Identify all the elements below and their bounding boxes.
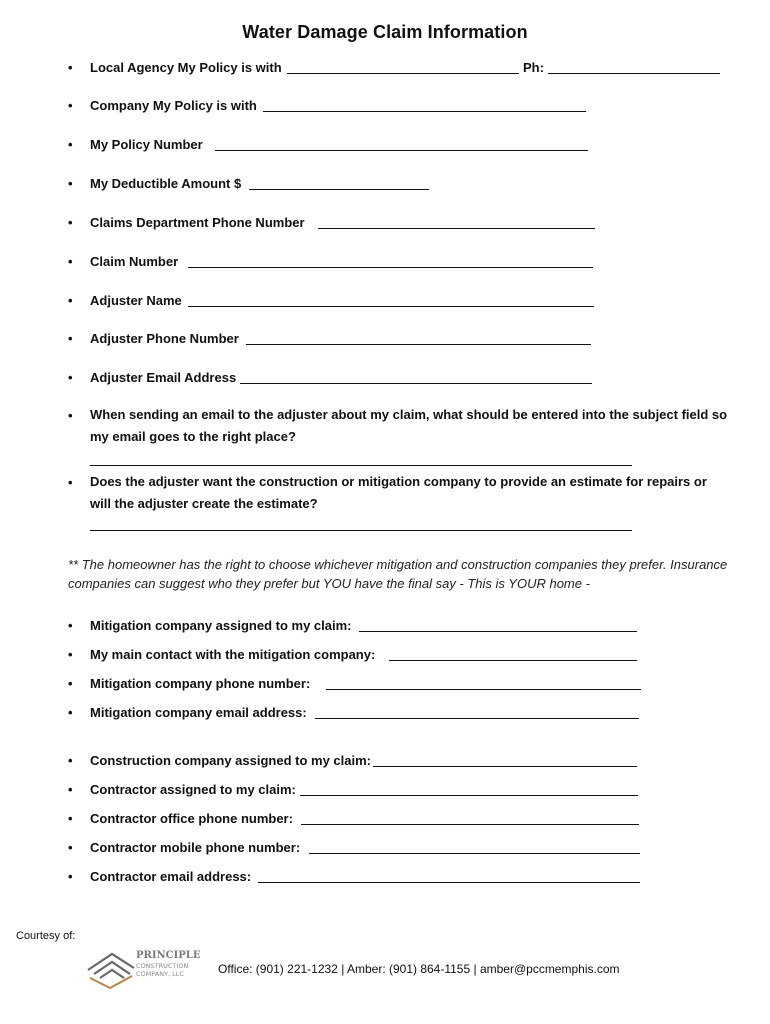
adjuster-name-label: Adjuster Name: [90, 293, 182, 308]
local-agency-label: Local Agency My Policy is with: [90, 60, 282, 75]
bullet: •: [68, 869, 73, 884]
bullet: •: [68, 293, 73, 308]
construction-company-field[interactable]: [373, 766, 637, 767]
bullet: •: [68, 370, 73, 385]
bullet: •: [68, 705, 73, 720]
footer-contact: Office: (901) 221-1232 | Amber: (901) 864-1155 | amber@pccmemphis.com: [218, 962, 620, 976]
deductible-field[interactable]: [249, 189, 429, 190]
policy-number-field[interactable]: [215, 150, 588, 151]
email-subject-question: When sending an email to the adjuster about my claim, what should be entered into the subject field so my email goes to the right place?: [90, 407, 728, 444]
mitigation-company-field[interactable]: [359, 631, 637, 632]
bullet: •: [68, 618, 73, 633]
claim-number-label: Claim Number: [90, 254, 179, 269]
bullet: •: [68, 137, 73, 152]
bullet: •: [68, 98, 73, 113]
homeowner-note: ** The homeowner has the right to choose whichever mitigation and construction companies they prefer. Insurance companies can suggest who they prefer but YOU have the final say - This is YOUR home -: [68, 557, 728, 591]
page-title: Water Damage Claim Information: [242, 22, 528, 42]
company-policy-label: Company My Policy is with: [90, 98, 257, 113]
mitigation-phone-label: Mitigation company phone number:: [90, 676, 311, 691]
bullet: •: [68, 254, 73, 269]
construction-company-label: Construction company assigned to my claim:: [90, 753, 371, 768]
svg-text:COMPANY, LLC: COMPANY, LLC: [136, 970, 184, 978]
bullet: •: [68, 647, 73, 662]
company-policy-field[interactable]: [263, 111, 586, 112]
mitigation-email-label: Mitigation company email address:: [90, 705, 307, 720]
bullet: •: [68, 811, 73, 826]
courtesy-label: Courtesy of:: [16, 930, 76, 942]
contractor-office-phone-label: Contractor office phone number:: [90, 811, 293, 826]
adjuster-phone-field[interactable]: [246, 344, 591, 345]
adjuster-phone-label: Adjuster Phone Number: [90, 331, 239, 346]
svg-text:PRINCIPLE: PRINCIPLE: [136, 950, 201, 961]
adjuster-name-field[interactable]: [188, 306, 594, 307]
bullet: •: [68, 408, 73, 423]
contractor-office-phone-field[interactable]: [301, 824, 639, 825]
estimate-question: Does the adjuster want the construction or mitigation company to provide an estimate for repairs or will the adjuster create the estimate?: [90, 474, 707, 511]
contractor-label: Contractor assigned to my claim:: [90, 782, 296, 797]
local-agency-phone-field[interactable]: [548, 73, 720, 74]
principle-construction-logo: [86, 942, 206, 990]
bullet: •: [68, 60, 73, 75]
adjuster-email-field[interactable]: [240, 383, 592, 384]
mitigation-phone-field[interactable]: [326, 689, 641, 690]
bullet: •: [68, 676, 73, 691]
deductible-label: My Deductible Amount $: [90, 176, 242, 191]
bullet: •: [68, 215, 73, 230]
estimate-field[interactable]: [90, 530, 632, 531]
claims-phone-label: Claims Department Phone Number: [90, 215, 305, 230]
email-subject-field[interactable]: [90, 465, 632, 466]
svg-text:CONSTRUCTION: CONSTRUCTION: [136, 962, 189, 970]
bullet: •: [68, 782, 73, 797]
policy-number-label: My Policy Number: [90, 137, 203, 152]
mitigation-company-label: Mitigation company assigned to my claim:: [90, 618, 352, 633]
mitigation-contact-label: My main contact with the mitigation company:: [90, 647, 376, 662]
bullet: •: [68, 475, 73, 490]
bullet: •: [68, 840, 73, 855]
mitigation-contact-field[interactable]: [389, 660, 637, 661]
claims-phone-field[interactable]: [318, 228, 595, 229]
claim-number-field[interactable]: [188, 267, 593, 268]
adjuster-email-label: Adjuster Email Address: [90, 370, 237, 385]
contractor-email-label: Contractor email address:: [90, 869, 252, 884]
bullet: •: [68, 331, 73, 346]
contractor-email-field[interactable]: [258, 882, 640, 883]
contractor-mobile-phone-label: Contractor mobile phone number:: [90, 840, 301, 855]
contractor-field[interactable]: [300, 795, 638, 796]
bullet: •: [68, 176, 73, 191]
contractor-mobile-phone-field[interactable]: [309, 853, 640, 854]
ph-label: Ph:: [523, 60, 544, 75]
local-agency-field[interactable]: [287, 73, 519, 74]
mitigation-email-field[interactable]: [315, 718, 639, 719]
bullet: •: [68, 753, 73, 768]
